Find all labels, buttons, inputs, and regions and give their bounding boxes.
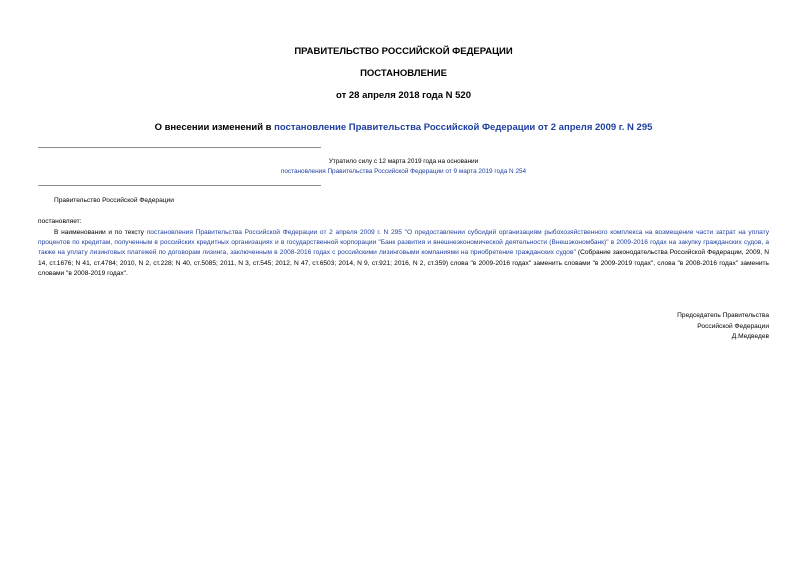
- signature-block: [677, 311, 769, 343]
- government-heading: ПРАВИТЕЛЬСТВО РОССИЙСКОЙ ФЕДЕРАЦИИ: [294, 46, 513, 57]
- document-title: [0, 122, 807, 133]
- title-prefix: О внесении изменений в: [154, 122, 275, 133]
- paragraph-link[interactable]: постановления Правительства Российской Федерации от 2 апреля 2009 г. N 295 "О предоставлении субсидий организациям рыбохозяйственного комплекса на возмещение части затрат на уплату процентов по кредитам, полученным в российских кредитных организациях и в государственной корпорации "Банк развития и внешнеэкономической деятельности (Внешэкономбанк)" в 2009-2016 годах на закупку гражданских судов, а также на уплату лизинговых платежей по договорам лизинга, заключенным в 2008-2016 годах с российскими лизинговыми компаниями на приобретение гражданских судов": [38, 229, 770, 257]
- paragraph-end: (Собрание законодательства Российской Федерации, 2009, N 14, ст.1676; N 41, ст.4784; 2010, N 2, ст.228; N 40, ст.5085; 2011, N 3, ст.545; 2012, N 47, ст.6503; 2014, N 9, ст.921; 2016, N 2, ст.359) слова "в 2009-2016 годах" заменить словами "в 2009-2019 годах", слова "в 2008-2016 годах" заменить словами "в 2008-2019 годах".: [38, 249, 769, 277]
- date-number-heading: от 28 апреля 2018 года N 520: [336, 90, 471, 101]
- signature-position: Председатель Правительства: [677, 312, 769, 319]
- paragraph-start: В наименовании и по тексту: [54, 229, 147, 236]
- issuing-organization: Правительство Российской Федерации: [54, 197, 174, 204]
- status-note-link[interactable]: постановления Правительства Российской Федерации от 9 марта 2019 года N 254: [280, 168, 527, 175]
- main-paragraph: [38, 228, 769, 279]
- title-link[interactable]: постановление Правительства Российской Федерации от 2 апреля 2009 г. N 295: [274, 122, 653, 133]
- divider-bottom: [38, 185, 321, 186]
- divider-top: [38, 147, 321, 148]
- signature-name: Д.Медведев: [731, 333, 769, 340]
- signature-organization: Российской Федерации: [697, 322, 769, 330]
- decrees-word: постановляет:: [38, 218, 82, 225]
- document-type-heading: ПОСТАНОВЛЕНИЕ: [360, 68, 447, 79]
- status-note-text: Утратило силу с 12 марта 2019 года на основании: [328, 158, 479, 165]
